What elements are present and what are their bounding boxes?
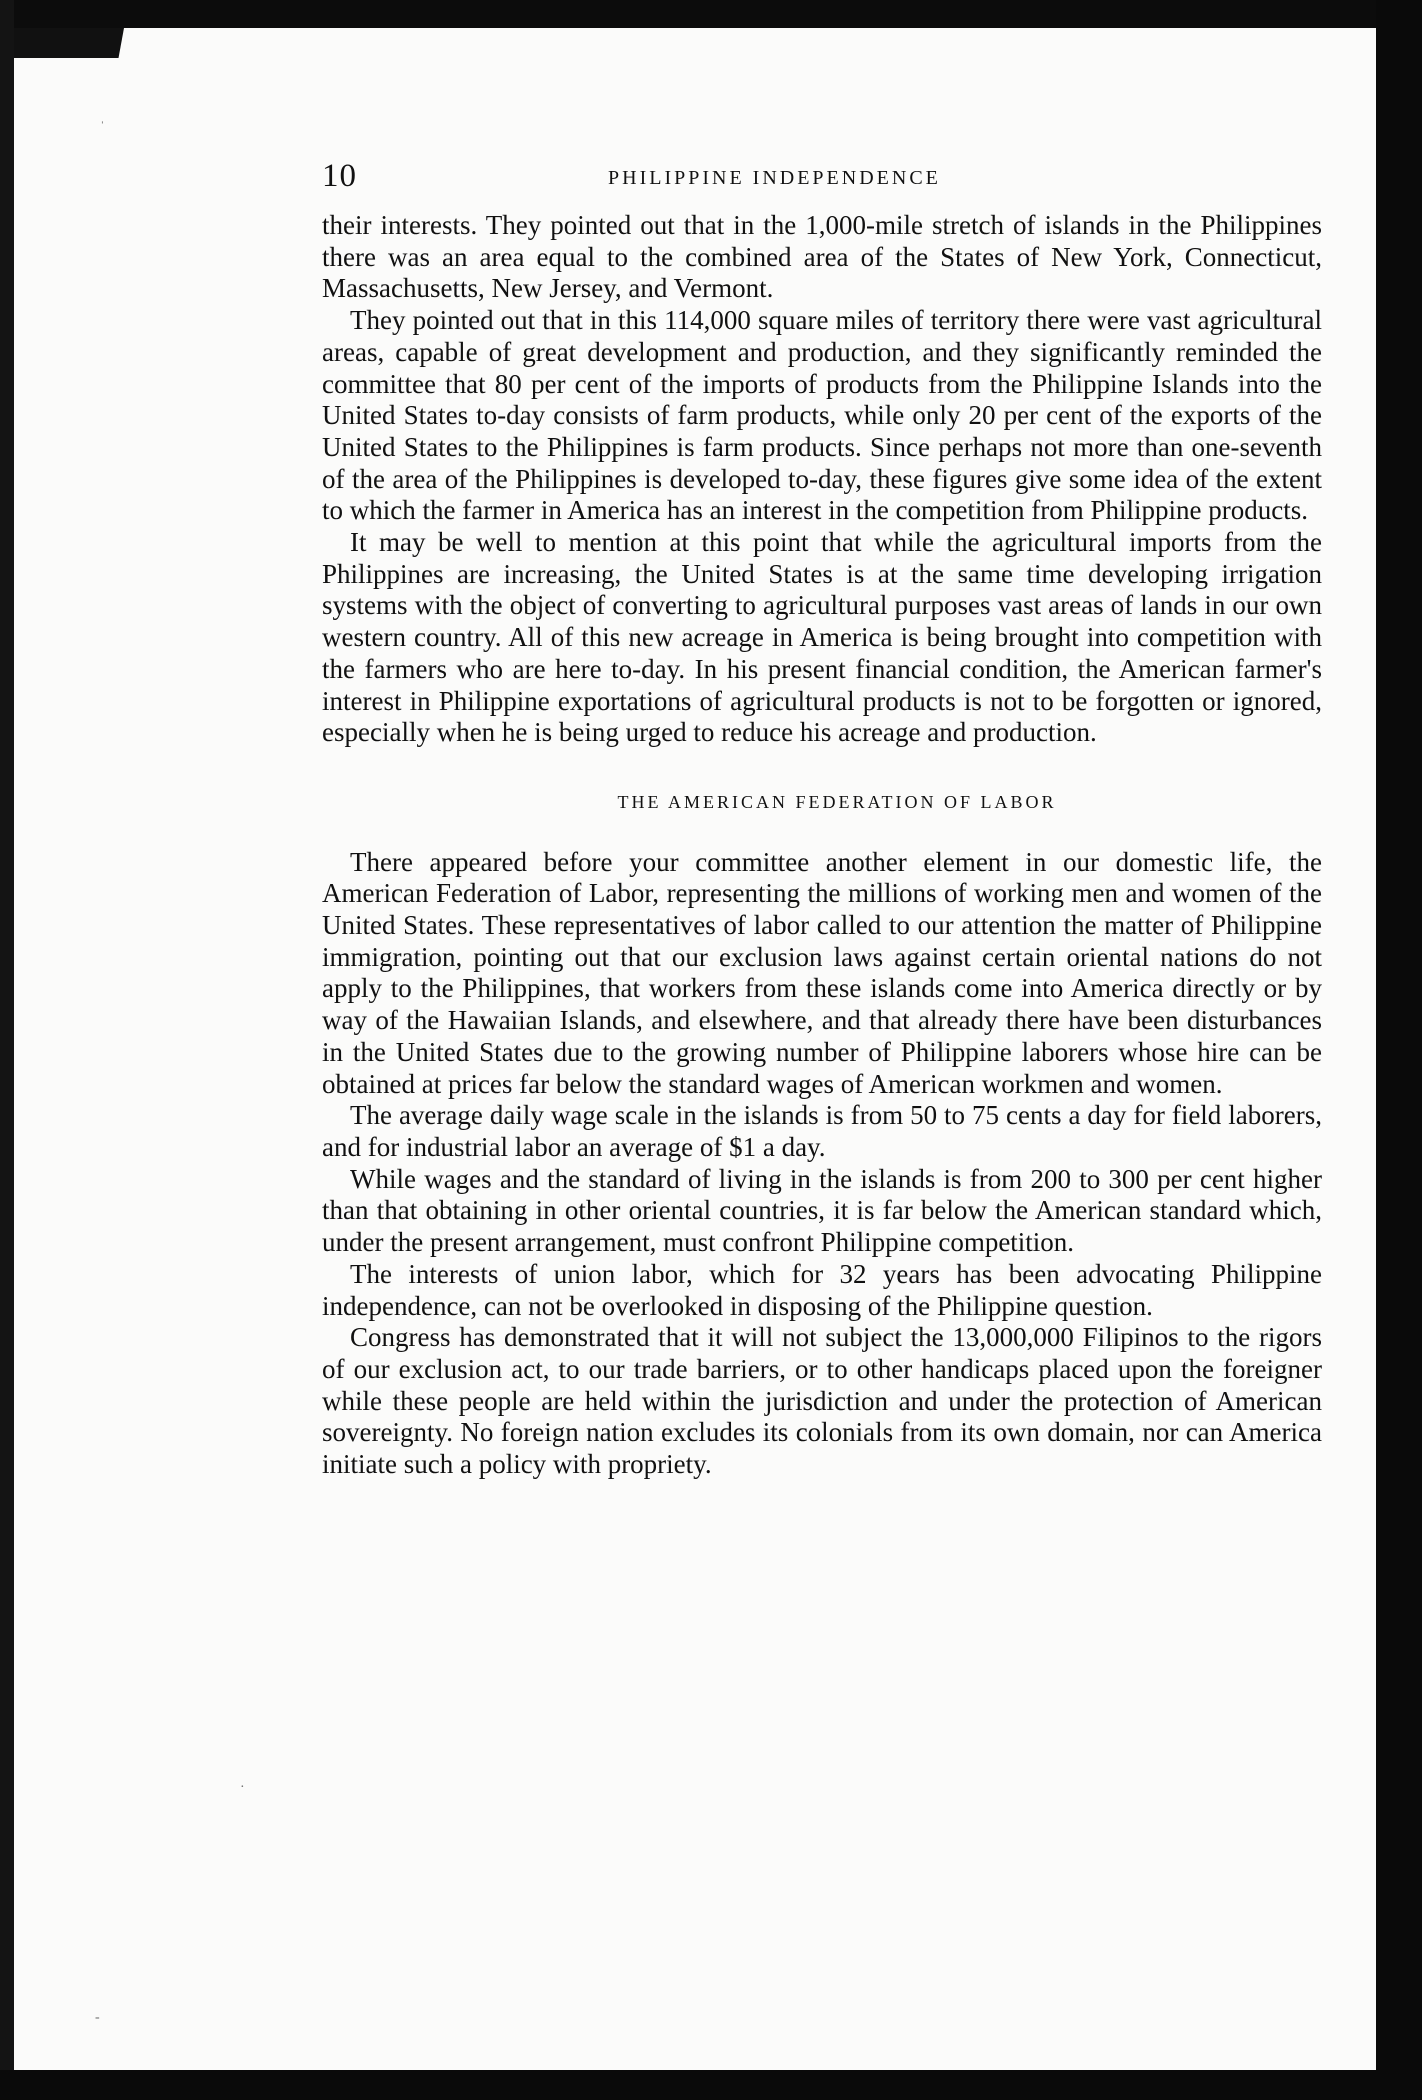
document-page: [322, 158, 1322, 1481]
paragraph: The interests of union labor, which for 32 years has been advocating Philippine independence, can not be overlooked in disposing of the Philippine question.: [322, 1258, 1322, 1321]
paragraph: It may be well to mention at this point that while the agricultural imports from the Philippines are increasing, the United States is at the same time developing irrigation systems with the object of converting to agricultural purposes vast areas of lands in our own western country. All of this new acreage in America is being brought into competition with the farmers who are here to-day. In his present financial condition, the American farmer's interest in Philippine exportations of agricultural products is not to be forgotten or ignored, especially when he is being urged to reduce his acreage and production.: [322, 527, 1322, 748]
page-number: 10: [322, 158, 357, 194]
body-text: [322, 210, 1322, 1481]
running-head: [322, 158, 1322, 202]
paragraph: their interests. They pointed out that in the 1,000-mile stretch of islands in the Philippines there was an area equal to the combined area of the States of New York, Connecticut, Massachusetts, New Jersey, and Vermont.: [322, 210, 1322, 304]
scan-border-top: [0, 0, 1422, 28]
paragraph: There appeared before your committee another element in our domestic life, the American Federation of Labor, representing the millions of working men and women of the United States. These representatives of labor called to our attention the matter of Philippine immigration, pointing out that our exclusion laws against certain oriental nations do not apply to the Philippines, that workers from these islands come into America directly or by way of the Hawaiian Islands, and elsewhere, and that already there have been disturbances in the United States due to the growing number of Philippine laborers whose hire can be obtained at prices far below the standard wages of American workmen and women.: [322, 846, 1322, 1099]
scan-border-left: [0, 0, 14, 2100]
section-heading: THE AMERICAN FEDERATION OF LABOR: [617, 791, 1057, 812]
scan-speck: -: [95, 2010, 100, 2025]
paragraph: While wages and the standard of living in the islands is from 200 to 300 per cent higher than that obtaining in other oriental countries, it is far below the American standard which, under the present arrangement, must confront Philippine competition.: [322, 1163, 1322, 1258]
scan-border-right: [1376, 0, 1422, 2100]
scan-border-bottom: [0, 2070, 1422, 2100]
paragraph: The average daily wage scale in the islands is from 50 to 75 cents a day for field laborers, and for industrial labor an average of $1 a day.: [322, 1100, 1322, 1162]
paragraph: They pointed out that in this 114,000 square miles of territory there were vast agricultural areas, capable of great development and production, and they significantly reminded the committee that 80 per cent of the imports of products from the Philippine Islands into the United States to-day consists of farm products, while only 20 per cent of the exports of the United States to the Philippines is farm products. Since perhaps not more than one-seventh of the area of the Philippines is developed to-day, these figures give some idea of the extent to which the farmer in America has an interest in the competition from Philippine products.: [322, 305, 1322, 526]
scan-corner-tab: [14, 28, 124, 58]
running-title: PHILIPPINE INDEPENDENCE: [608, 167, 941, 189]
scan-speck: ˈ: [100, 120, 105, 135]
paragraph: Congress has demonstrated that it will not subject the 13,000,000 Filipinos to the rigors of our exclusion act, to our trade barriers, or to other handicaps placed upon the foreigner while these people are held within the jurisdiction and under the protection of American sovereignty. No foreign nation excludes its colonials from its own domain, nor can America initiate such a policy with propriety.: [322, 1322, 1322, 1480]
scan-speck: ·: [240, 1780, 245, 1795]
